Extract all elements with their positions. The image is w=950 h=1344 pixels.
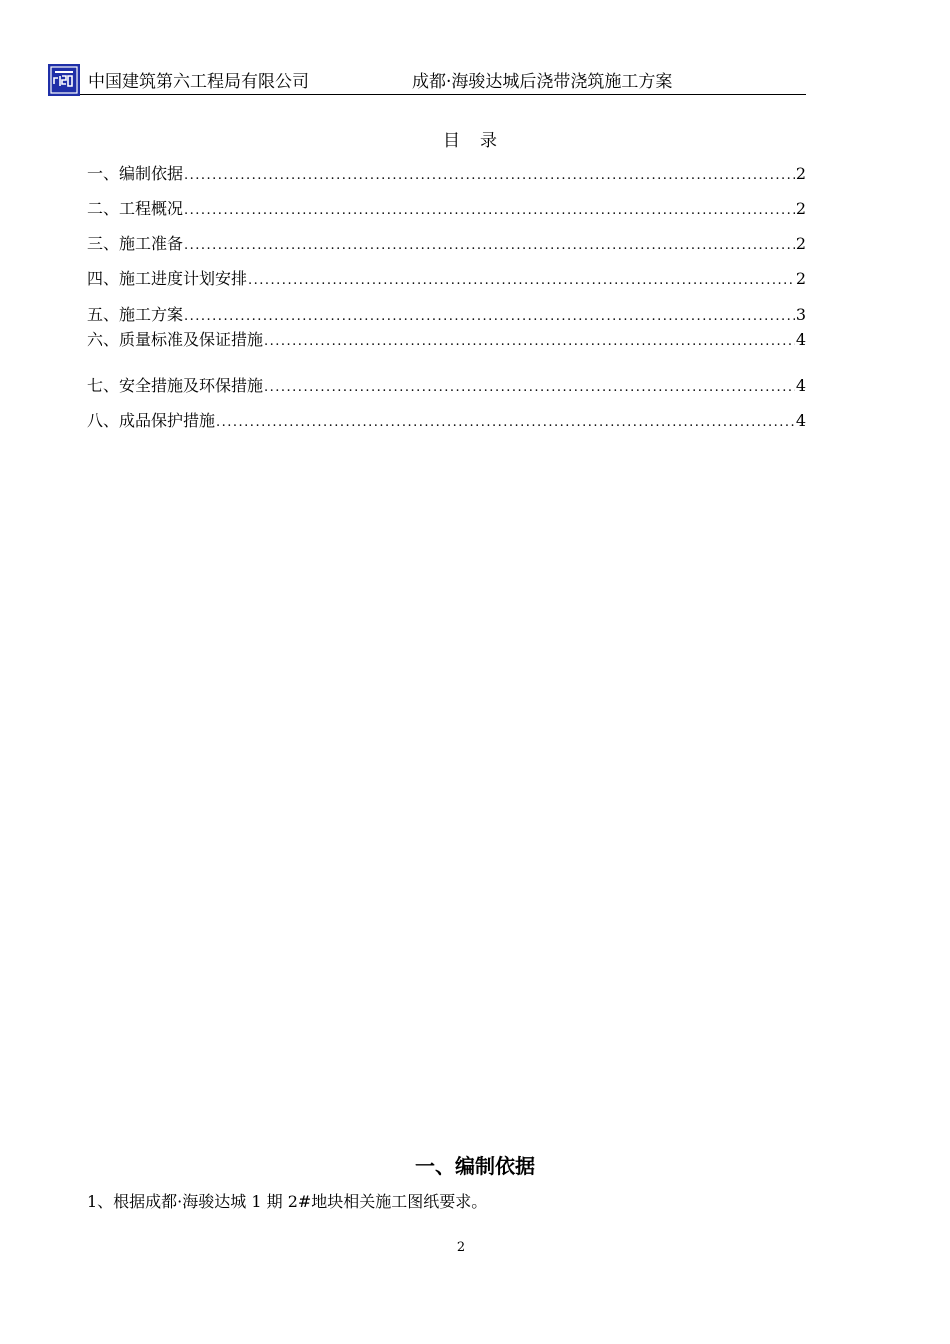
body-paragraph: 1、根据成都·海骏达城 1 期 2#地块相关施工图纸要求。	[87, 1192, 488, 1211]
toc-entry-label: 五、施工方案	[87, 305, 184, 324]
toc-entry-label: 四、施工进度计划安排	[87, 269, 248, 288]
section-heading: 一、编制依据	[415, 1154, 535, 1178]
toc-entry-label: 三、施工准备	[87, 234, 184, 253]
toc-entry-label: 一、编制依据	[87, 164, 184, 183]
toc-entry[interactable]	[87, 327, 806, 349]
toc-entry[interactable]	[87, 231, 806, 253]
toc-leader-dots	[264, 334, 795, 349]
document-title: 成都·海骏达城后浇带浇筑施工方案	[412, 72, 673, 92]
toc-entry[interactable]	[87, 408, 806, 430]
toc-entry[interactable]	[87, 196, 806, 218]
toc-leader-dots	[216, 415, 795, 430]
toc-title: 目录	[443, 131, 517, 151]
toc-leader-dots	[184, 203, 795, 218]
toc-leader-dots	[264, 380, 795, 395]
page-header	[48, 64, 806, 95]
toc-entry-page: 2	[795, 234, 806, 253]
cscec-logo	[48, 64, 80, 96]
toc-entry[interactable]	[87, 302, 806, 324]
toc-entry-page: 2	[795, 269, 806, 288]
company-name: 中国建筑第六工程局有限公司	[88, 72, 309, 92]
toc-entry-page: 4	[795, 411, 806, 430]
toc-entry-label: 二、工程概况	[87, 199, 184, 218]
toc-leader-dots	[184, 309, 795, 324]
toc-entry-page: 4	[795, 376, 806, 395]
toc-leader-dots	[248, 273, 795, 288]
toc-entry[interactable]	[87, 161, 806, 183]
toc-entry-page: 2	[795, 164, 806, 183]
toc-entry[interactable]	[87, 266, 806, 288]
toc-entry-page: 2	[795, 199, 806, 218]
page-number: 2	[456, 1240, 466, 1255]
toc-entry-label: 七、安全措施及环保措施	[87, 376, 264, 395]
toc-entry-page: 3	[795, 305, 806, 324]
toc-entry-page: 4	[795, 330, 806, 349]
toc-leader-dots	[184, 168, 795, 183]
toc-entry-label: 六、质量标准及保证措施	[87, 330, 264, 349]
toc-leader-dots	[184, 238, 795, 253]
toc-entry[interactable]	[87, 373, 806, 395]
toc-entry-label: 八、成品保护措施	[87, 411, 216, 430]
